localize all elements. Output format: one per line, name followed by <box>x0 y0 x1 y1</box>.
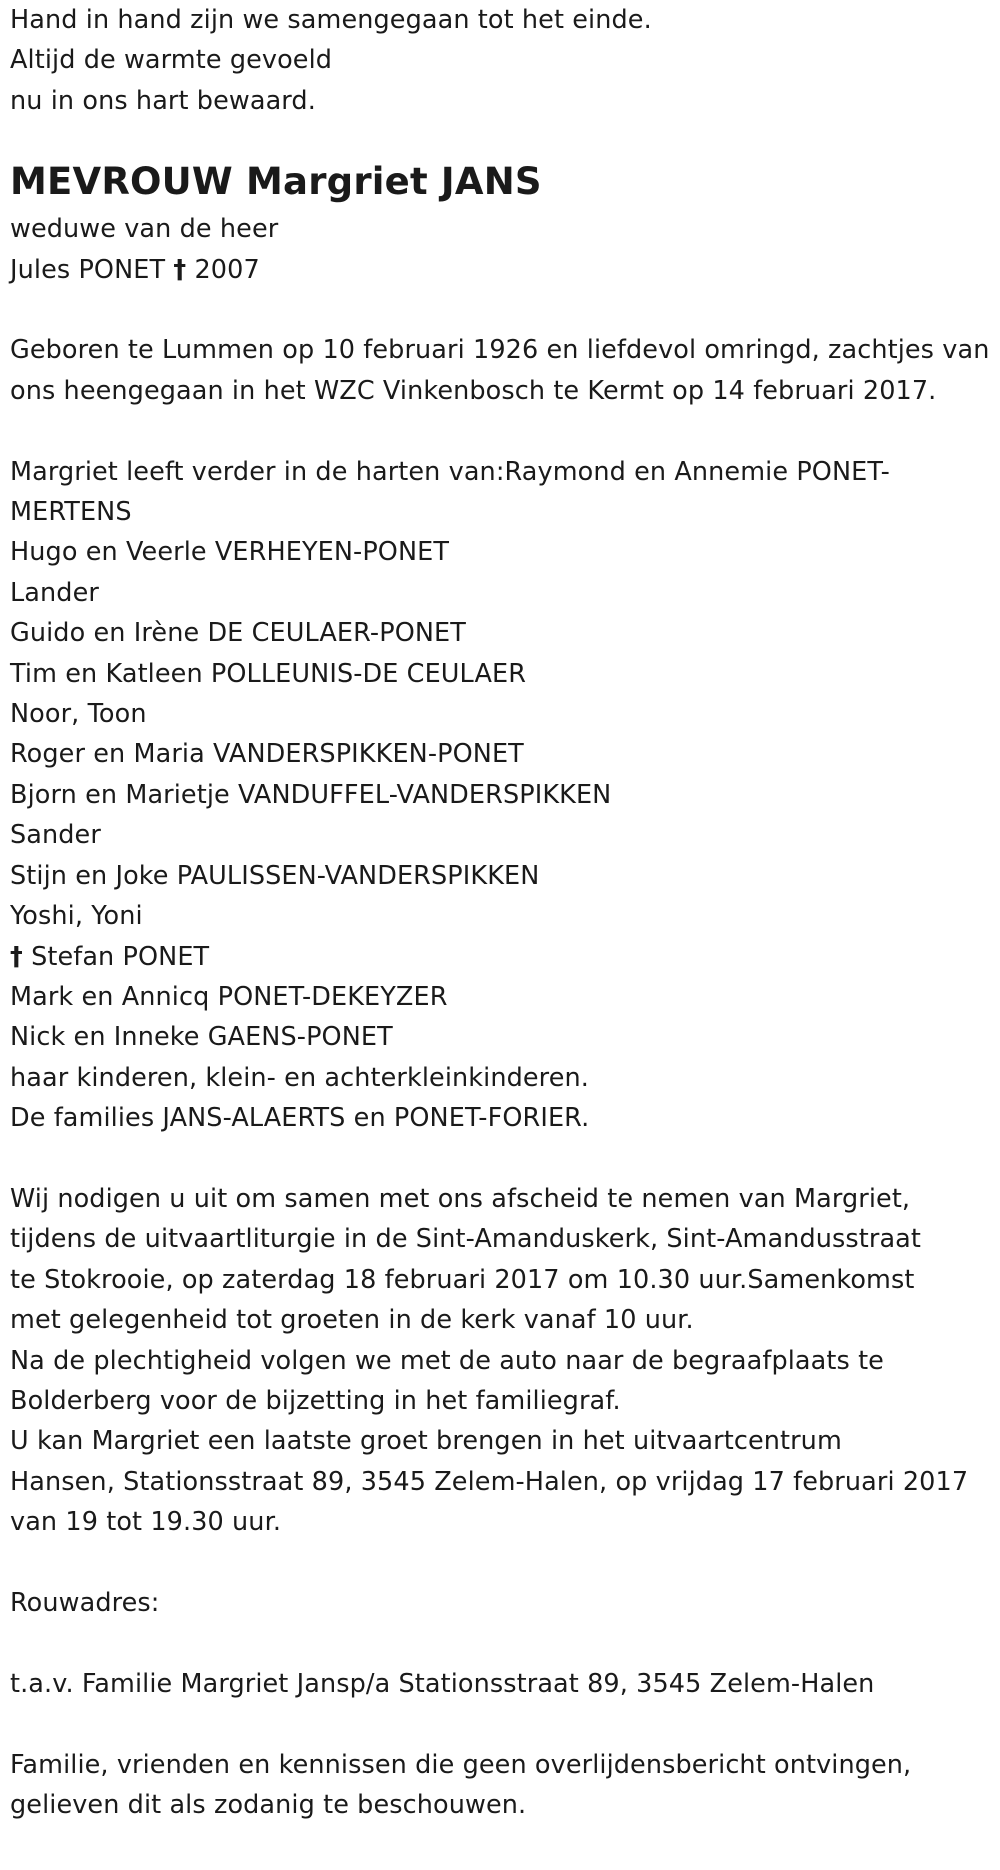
invitation-line: Hansen, Stationsstraat 89, 3545 Zelem-Halen, op vrijdag 17 februari 2017 <box>10 1466 969 1497</box>
invitation-line: U kan Margriet een laatste groet brengen in het uitvaartcentrum <box>10 1426 842 1457</box>
invitation-line: te Stokrooie, op zaterdag 18 februari 2017 om 10.30 uur.Samenkomst <box>10 1264 915 1295</box>
deceased-son-name: Stefan PONET <box>31 941 210 972</box>
deceased-name: MEVROUW Margriet JANS <box>10 160 542 204</box>
poem-line: Hand in hand zijn we samengegaan tot het einde. <box>10 5 652 35</box>
closing-line: gelieven dit als zodanig te beschouwen. <box>10 1789 527 1820</box>
survivor-line: Lander <box>10 577 99 608</box>
invitation-line: Wij nodigen u uit om samen met ons afscheid te nemen van Margriet, <box>10 1183 911 1214</box>
poem-line: nu in ons hart bewaard. <box>10 85 316 116</box>
survivor-line: Yoshi, Yoni <box>10 901 143 932</box>
survivor-line: Sander <box>10 820 101 851</box>
survivor-line: Roger en Maria VANDERSPIKKEN-PONET <box>10 739 524 770</box>
survivor-line: Noor, Toon <box>10 699 147 730</box>
husband-year: 2007 <box>194 254 260 285</box>
invitation-line: met gelegenheid tot groeten in de kerk vanaf 10 uur. <box>10 1305 694 1336</box>
survivors-list <box>10 532 995 1138</box>
invitation-paragraph <box>10 1179 995 1543</box>
birth-death-paragraph: Geboren te Lummen op 10 februari 1926 en liefdevol omringd, zachtjes van ons heengegaan in het WZC Vinkenbosch te Kermt op 14 februari 2017. <box>10 335 990 406</box>
spacer <box>10 1139 995 1179</box>
spacer <box>10 1704 995 1744</box>
survivor-line: Bjorn en Marietje VANDUFFEL-VANDERSPIKKEN <box>10 779 612 810</box>
address-label: Rouwadres: <box>10 1587 160 1618</box>
invitation-line: Na de plechtigheid volgen we met de auto naar de begraafplaats te <box>10 1345 884 1376</box>
spacer <box>10 1623 995 1663</box>
survivor-line: De families JANS-ALAERTS en PONET-FORIER. <box>10 1103 590 1134</box>
survivor-line: haar kinderen, klein- en achterkleinkinderen. <box>10 1062 589 1093</box>
invitation-line: tijdens de uitvaartliturgie in de Sint-Amanduskerk, Sint-Amandusstraat <box>10 1224 921 1255</box>
address-text: t.a.v. Familie Margriet Jansp/a Stationsstraat 89, 3545 Zelem-Halen <box>10 1668 875 1699</box>
survivors-intro: Margriet leeft verder in de harten van:Raymond en Annemie PONET-MERTENS <box>10 456 890 528</box>
spacer <box>10 290 995 330</box>
spacer <box>10 411 995 451</box>
closing-paragraph <box>10 1745 995 1826</box>
husband-line <box>10 250 995 290</box>
survivor-line: Stijn en Joke PAULISSEN-VANDERSPIKKEN <box>10 860 540 891</box>
widow-of-text: weduwe van de heer <box>10 214 279 245</box>
cross-icon: † <box>173 254 187 285</box>
survivor-line: Nick en Inneke GAENS-PONET <box>10 1022 393 1053</box>
survivor-line: Mark en Annicq PONET-DEKEYZER <box>10 981 448 1012</box>
closing-line: Familie, vrienden en kennissen die geen overlijdensbericht ontvingen, <box>10 1749 912 1780</box>
survivor-line: Tim en Katleen POLLEUNIS-DE CEULAER <box>10 658 527 689</box>
survivor-line: Hugo en Veerle VERHEYEN-PONET <box>10 537 450 568</box>
invitation-line: Bolderberg voor de bijzetting in het familiegraf. <box>10 1385 621 1416</box>
invitation-line: van 19 tot 19.30 uur. <box>10 1507 282 1538</box>
poem-line: Altijd de warmte gevoeld <box>10 45 333 76</box>
husband-name: Jules PONET <box>10 254 166 285</box>
survivor-line: Guido en Irène DE CEULAER-PONET <box>10 618 466 649</box>
poem <box>10 0 995 121</box>
spacer <box>10 1543 995 1583</box>
cross-icon: † <box>10 941 23 972</box>
deceased-son-line <box>10 937 995 977</box>
